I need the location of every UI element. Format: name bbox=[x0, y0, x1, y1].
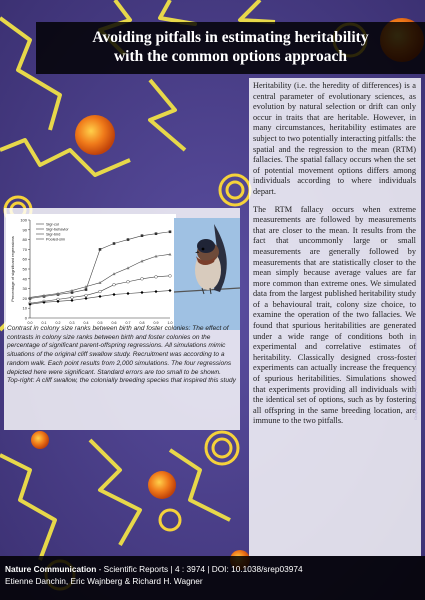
data-point bbox=[155, 232, 158, 235]
figure-panel bbox=[4, 208, 240, 430]
data-point bbox=[71, 296, 74, 299]
x-tick-label: 0.4 bbox=[83, 321, 89, 325]
legend-label: Pooled-sim bbox=[46, 237, 65, 242]
x-tick-label: 0.8 bbox=[139, 321, 145, 325]
data-point bbox=[169, 274, 172, 277]
x-tick-label: 0.3 bbox=[69, 321, 75, 325]
chart-background bbox=[6, 214, 176, 330]
data-point bbox=[113, 242, 116, 245]
footer bbox=[0, 556, 425, 600]
y-tick-label: 40 bbox=[22, 276, 27, 282]
data-point bbox=[113, 283, 116, 286]
poster-title bbox=[36, 22, 425, 74]
y-tick-label: 100 bbox=[20, 217, 27, 223]
y-axis-label: Percentage of significant regressions bbox=[10, 236, 15, 302]
x-tick-label: 0.7 bbox=[125, 321, 131, 325]
legend-label: Sigr-col bbox=[46, 222, 59, 227]
cliff-swallow-photo bbox=[174, 218, 240, 330]
y-tick-label: 70 bbox=[22, 246, 27, 252]
data-point bbox=[141, 277, 144, 280]
y-tick-label: 50 bbox=[22, 266, 27, 272]
abstract-paragraph-1: Heritability (i.e. the heredity of differences) is a central parameter of evolutionary sciences, as evolution by natural selection or drift can only occur in traits that are heritable. However, in many circumstances, heritability estimates are subject to two potentially interacting pitfalls: the spatial and the regression to the mean (RTM) fallacies. The spatial fallacy occurs when the set of potential movement options differs among individuals according to where individuals depart. bbox=[253, 81, 416, 196]
abstract-panel bbox=[249, 78, 421, 556]
x-tick-label: 0.9 bbox=[153, 321, 159, 325]
y-tick-label: 20 bbox=[22, 295, 27, 301]
title-line-1: Avoiding pitfalls in estimating heritability bbox=[92, 29, 369, 46]
abstract-paragraph-2: The RTM fallacy occurs when extreme measurements are followed by measurements that are closer to the mean. It results from the fact that uncommonly large or small measurements are generally followed by measurements that are statistically closer to the mean simply because average values are far more common than extreme ones. We simulated data from the largest published heritability study of a behavioural trait, colony size choice, to examine the operation of the two fallacies. We found that spurious heritabilities are generated under a wide range of conditions both in experimental and correlative estimates of heritability. Classically designed cross-foster experiments can actually increase the frequency of spurious heritabilities. Simulations showed that experiments providing all individuals with the identical set of options, such as by fostering all offspring in the same breeding location, are immune to the two pitfalls. bbox=[253, 204, 416, 426]
title-line-2: with the common options approach bbox=[113, 48, 348, 65]
author-line: Etienne Danchin, Eric Wajnberg & Richard H. Wagner bbox=[5, 576, 203, 586]
x-tick-label: 0.2 bbox=[55, 321, 61, 325]
data-point bbox=[127, 280, 130, 283]
figure-caption bbox=[7, 325, 237, 386]
legend-label: Sigr-bird bbox=[46, 232, 61, 237]
y-tick-label: 0 bbox=[24, 315, 27, 321]
x-tick-label: 0.6 bbox=[111, 321, 117, 325]
data-point bbox=[141, 234, 144, 237]
line-chart bbox=[6, 214, 176, 330]
citation-details: - Scientific Reports | 4 : 3974 | DOI: 10.1038/srep03974 bbox=[96, 564, 303, 574]
data-point bbox=[85, 288, 88, 291]
data-point bbox=[99, 290, 102, 293]
x-tick-label: 0.1 bbox=[41, 321, 47, 325]
journal-name: Nature Communication bbox=[5, 564, 97, 574]
data-point bbox=[127, 238, 130, 241]
photo-credit: Graphic: Library Bernard, Inst. Alliance-Bellefort bbox=[413, 335, 418, 420]
figure-caption-main: Contrast in colony size ranks between birth and foster colonies: The effect of contrasts in colony size ranks between birth and foster colonies on the percentage of significant parent-offspring regressions. All simulations mimic situations of the original cliff swallow study. Recruitment was according to a random walk. Each point results from 2,000 simulations. The four regressions depicted here were significant. Standard errors are too small to be shown. bbox=[7, 325, 232, 376]
citation-line bbox=[5, 563, 425, 575]
x-tick-label: 0.0 bbox=[27, 321, 33, 325]
data-point bbox=[85, 294, 88, 297]
y-tick-label: 90 bbox=[22, 227, 27, 233]
y-tick-label: 60 bbox=[22, 256, 27, 262]
data-point bbox=[155, 275, 158, 278]
y-tick-label: 30 bbox=[22, 286, 27, 292]
x-tick-label: 1.0 bbox=[167, 321, 173, 325]
y-tick-label: 80 bbox=[22, 237, 27, 243]
data-point bbox=[99, 248, 102, 251]
data-point bbox=[169, 230, 172, 233]
figure-caption-photo: Top-right: A cliff swallow, the colonially breeding species that inspired this study bbox=[7, 377, 236, 385]
x-tick-label: 0.5 bbox=[97, 321, 103, 325]
legend-label: Sigr-behavior bbox=[46, 227, 69, 232]
y-tick-label: 10 bbox=[22, 305, 27, 311]
